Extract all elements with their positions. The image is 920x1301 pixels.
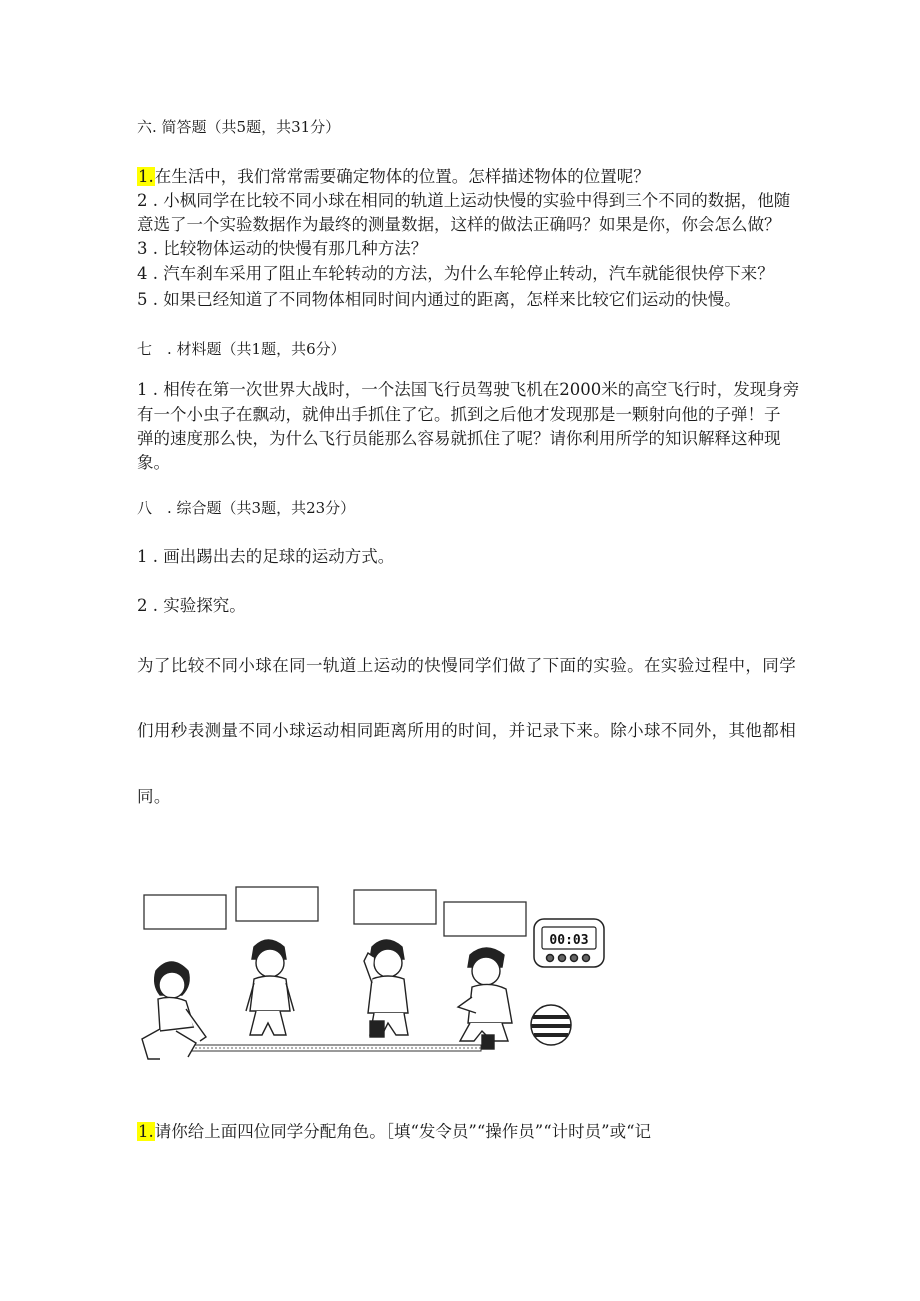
question-6-2-line-2: 意选了一个实验数据作为最终的测量数据，这样的做法正确吗？如果是你，你会怎么做？	[137, 215, 781, 234]
label-box-3	[354, 890, 436, 924]
question-7-1-line-3: 弹的速度那么快，为什么飞行员能那么容易就抓住了呢？请你利用所学的知识解释这种现	[137, 429, 781, 448]
label-box-1	[144, 895, 226, 929]
stopwatch-display: 00:03	[549, 933, 589, 948]
question-6-5: 5 . 如果已经知道了不同物体相同时间内通过的距离，怎样来比较它们运动的快慢。	[137, 290, 741, 309]
paragraph-line-1: 为了比较不同小球在同一轨道上运动的快慢同学们做了下面的实验。在实验过程中，同学	[137, 656, 797, 675]
question-text: 请你给上面四位同学分配角色。［填“发令员”“操作员”“计时员”或“记	[154, 1122, 652, 1141]
crouching-student-icon	[246, 940, 294, 1035]
section-6-heading: 六. 简答题（共5题，共31分）	[137, 118, 341, 136]
label-box-4	[444, 902, 526, 936]
section-7-heading: 七 . 材料题（共1题，共6分）	[137, 340, 346, 358]
question-number-highlight: 1.	[138, 167, 154, 186]
question-7-1-line-1: 1 . 相传在第一次世界大战时，一个法国飞行员驾驶飞机在2000米的高空飞行时，发现身旁	[137, 380, 800, 399]
question-number-highlight: 1.	[138, 1122, 154, 1141]
question-6-3: 3 . 比较物体运动的快慢有那几种方法？	[137, 239, 428, 258]
question-text: 在生活中，我们常常需要确定物体的位置。怎样描述物体的位置呢？	[154, 167, 650, 186]
paragraph-line-2: 们用秒表测量不同小球运动相同距离所用的时间，并记录下来。除小球不同外，其他都相	[137, 721, 797, 740]
ball-icon	[531, 1005, 571, 1045]
experiment-illustration	[136, 885, 606, 1070]
paragraph-line-3: 同。	[137, 787, 171, 806]
question-8-2-1	[137, 1121, 651, 1143]
question-7-1-line-4: 象。	[137, 453, 170, 472]
question-6-1	[137, 166, 650, 188]
question-8-1: 1 . 画出踢出去的足球的运动方式。	[137, 547, 395, 566]
writing-student-icon	[458, 948, 512, 1049]
question-8-2: 2 . 实验探究。	[137, 596, 246, 615]
raising-hand-student-icon	[364, 940, 408, 1037]
label-box-2	[236, 887, 318, 921]
question-6-2-line-1: 2 . 小枫同学在比较不同小球在相同的轨道上运动快慢的实验中得到三个不同的数据，他随	[137, 191, 791, 210]
section-8-heading: 八 . 综合题（共3题，共23分）	[137, 499, 356, 517]
measuring-track-icon	[191, 1045, 481, 1051]
question-7-1-line-2: 有一个小虫子在飘动，就伸出手抓住了它。抓到之后他才发现那是一颗射向他的子弹！子	[137, 405, 781, 424]
kneeling-student-icon	[142, 962, 206, 1059]
question-6-4: 4 . 汽车刹车采用了阻止车轮转动的方法，为什么车轮停止转动，汽车就能很快停下来？	[137, 264, 774, 283]
